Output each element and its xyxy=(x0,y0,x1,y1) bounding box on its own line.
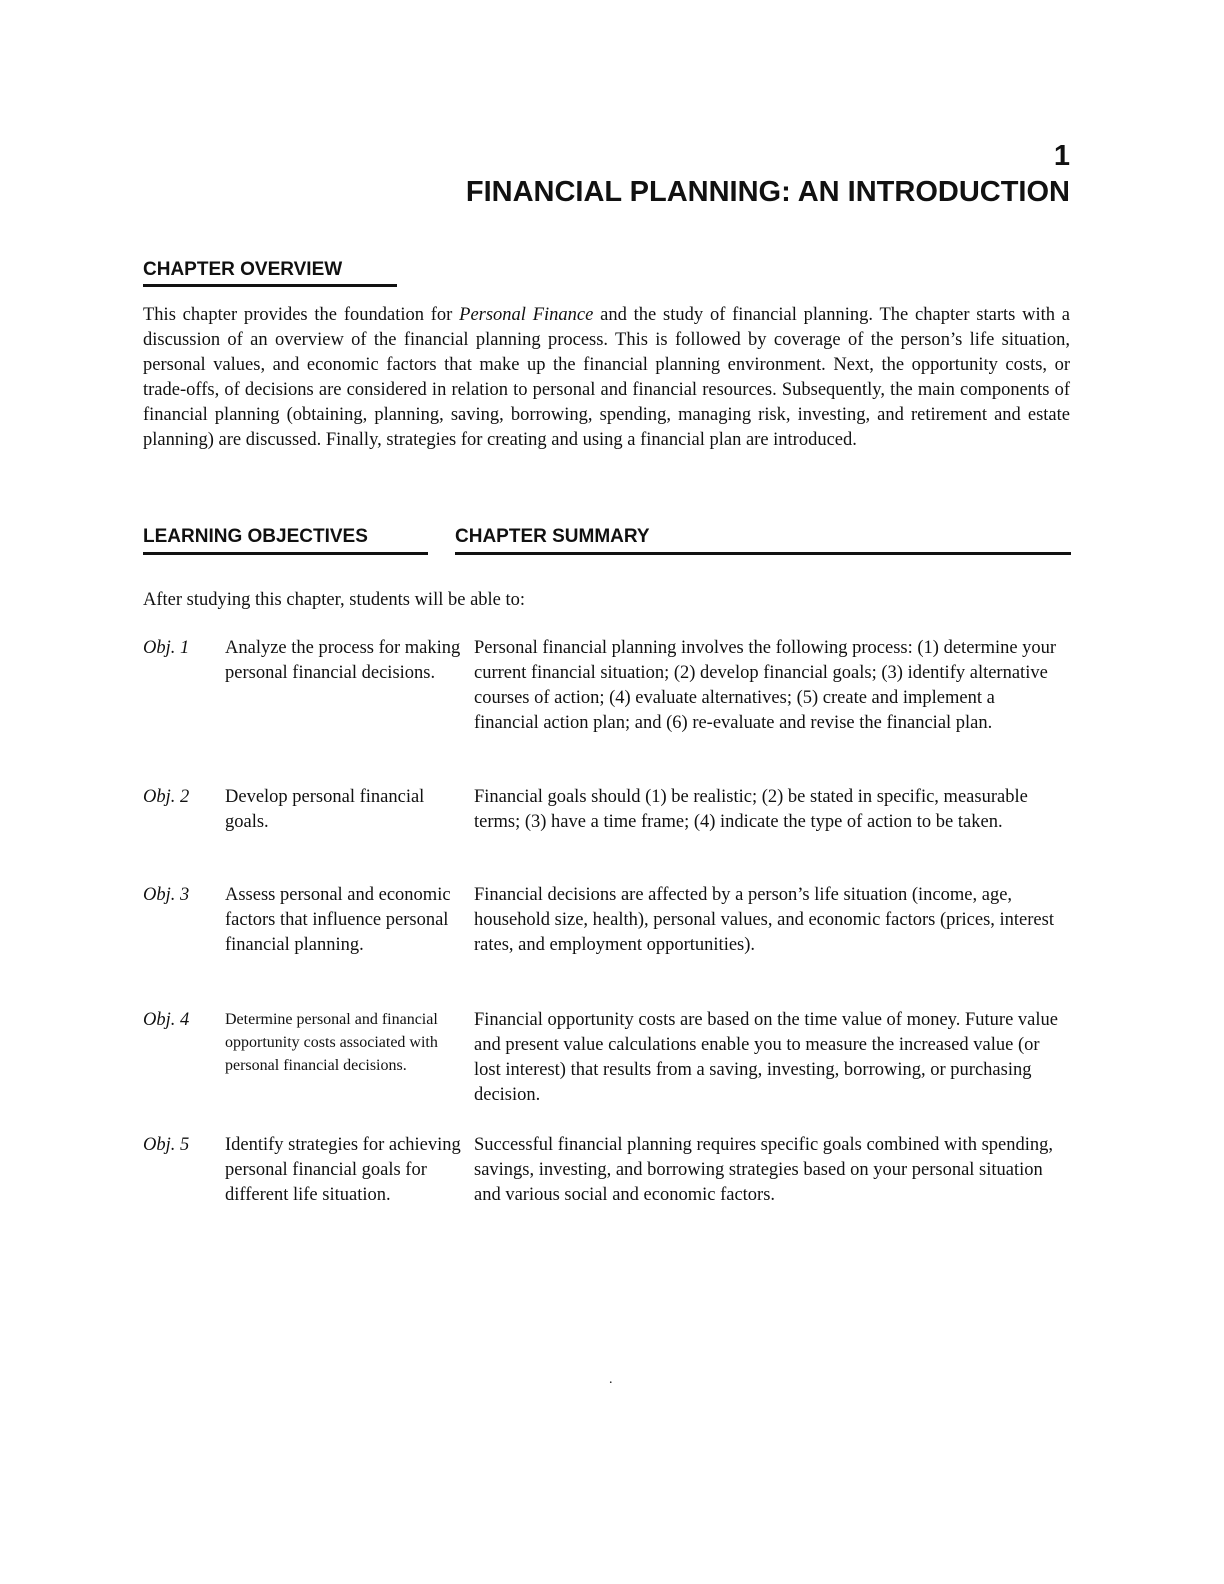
chapter-title: FINANCIAL PLANNING: AN INTRODUCTION xyxy=(465,176,1070,208)
objective-label: Obj. 4 xyxy=(143,1010,190,1030)
objective-description: Identify strategies for achieving personal financial goals for different life situation. xyxy=(225,1135,461,1205)
chapter-overview-heading: CHAPTER OVERVIEW xyxy=(143,259,397,287)
objective-label: Obj. 5 xyxy=(143,1135,190,1155)
objective-summary: Personal financial planning involves the following process: (1) determine your current financial situation; (2) develop financial goals; (3) identify alternative courses of action; (4) evaluate alternatives; (5) create and implement a financial action plan; and (6) re-evaluate and revise the financial plan. xyxy=(474,638,1057,733)
overview-text-rest: and the study of financial planning. The chapter starts with a discussion of an overview of the financial planning process. This is followed by coverage of the person’s life situation, personal values, and economic factors that make up the financial planning environment. Next, the opportunity costs, or trade-offs, of decisions are considered in relation to personal and financial resources. Subsequently, the main components of financial planning (obtaining, planning, saving, borrowing, spending, managing risk, investing, and retirement and estate planning) are discussed. Finally, strategies for creating and using a financial plan are introduced. xyxy=(143,305,1071,450)
objective-summary: Successful financial planning requires specific goals combined with spending, savings, investing, and borrowing strategies based on your personal situation and various social and economic factors. xyxy=(474,1135,1054,1205)
objective-description: Analyze the process for making personal financial decisions. xyxy=(225,638,461,683)
objective-summary: Financial decisions are affected by a person’s life situation (income, age, household size, health), personal values, and economic factors (prices, interest rates, and employment opportunities). xyxy=(474,885,1054,955)
objectives-intro: After studying this chapter, students will be able to: xyxy=(143,590,526,610)
book-title-italic: Personal Finance xyxy=(459,305,594,325)
chapter-overview-text xyxy=(143,303,1070,453)
objective-label: Obj. 1 xyxy=(143,638,190,658)
learning-objectives-heading: LEARNING OBJECTIVES xyxy=(143,526,428,555)
objective-description: Assess personal and economic factors that influence personal financial planning. xyxy=(225,885,451,955)
chapter-summary-heading: CHAPTER SUMMARY xyxy=(455,526,1071,555)
objective-summary: Financial opportunity costs are based on the time value of money. Future value and present value calculations enable you to measure the increased value (or lost interest) that results from a saving, investing, borrowing, or purchasing decision. xyxy=(474,1010,1058,1105)
footer-mark: . xyxy=(609,1372,613,1387)
objective-description: Develop personal financial goals. xyxy=(225,787,425,832)
overview-text-start: This chapter provides the foundation for xyxy=(143,305,460,325)
chapter-number: 1 xyxy=(1053,140,1070,172)
objective-label: Obj. 2 xyxy=(143,787,190,807)
objective-description: Determine personal and financial opportunity costs associated with personal financial decisions. xyxy=(225,1011,438,1074)
objective-label: Obj. 3 xyxy=(143,885,190,905)
objective-summary: Financial goals should (1) be realistic; (2) be stated in specific, measurable terms; (3) have a time frame; (4) indicate the type of action to be taken. xyxy=(474,787,1028,832)
